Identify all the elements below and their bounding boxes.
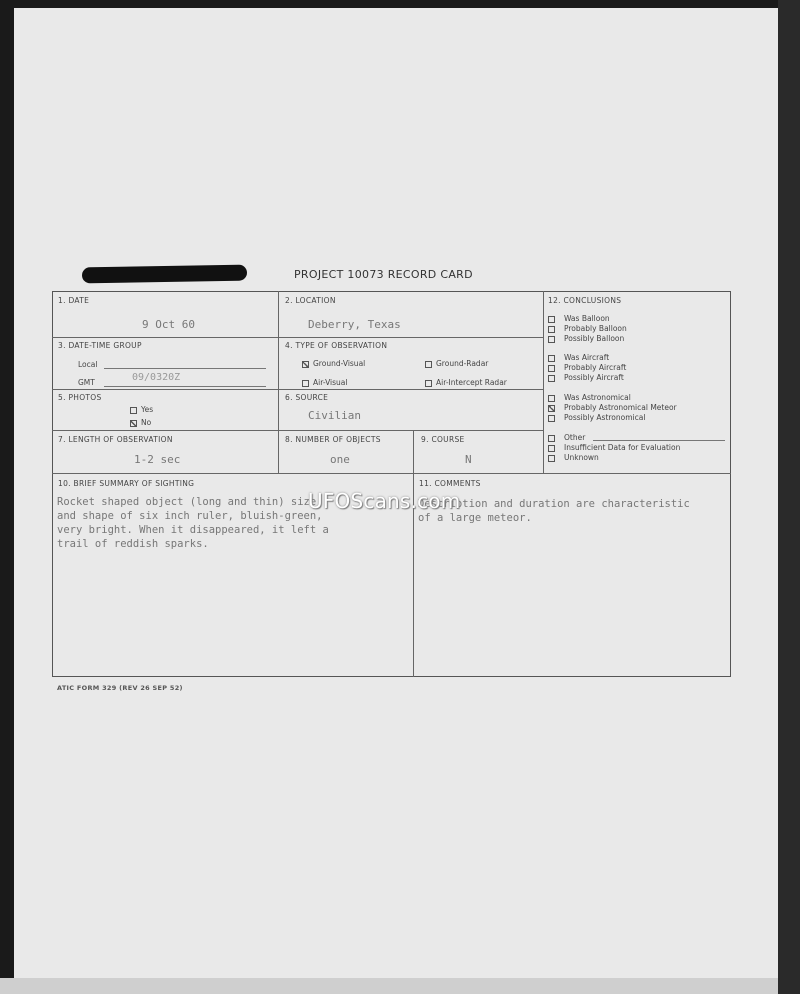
checkbox-icon xyxy=(548,316,555,323)
conclusion-probably-balloon xyxy=(548,324,627,333)
checkbox-icon xyxy=(548,365,555,372)
conclusions-label: 12. CONCLUSIONS xyxy=(548,296,622,305)
photos-no-label: No xyxy=(141,418,152,427)
conclusion-was-balloon xyxy=(548,314,610,323)
divider-vertical-mid xyxy=(278,291,279,473)
conclusion-possibly-astronomical xyxy=(548,413,645,422)
option-air-visual xyxy=(302,378,347,387)
summary-line: and shape of six inch ruler, bluish-green, xyxy=(57,510,323,522)
comments-line: Description and duration are characteristic xyxy=(418,498,690,510)
checkbox-icon xyxy=(425,380,432,387)
checkbox-icon xyxy=(548,435,555,442)
conclusion-unknown xyxy=(548,453,599,462)
length-of-observation-value: 1-2 sec xyxy=(134,453,181,466)
summary-line: trail of reddish sparks. xyxy=(57,538,209,550)
conclusion-label: Unknown xyxy=(564,453,599,462)
comments-text xyxy=(418,497,748,525)
conclusion-label: Was Aircraft xyxy=(564,353,610,362)
option-ground-radar-label: Ground-Radar xyxy=(436,359,489,368)
option-air-intercept-radar xyxy=(425,378,507,387)
conclusion-label: Was Balloon xyxy=(564,314,610,323)
divider-row-2 xyxy=(52,389,543,390)
checkbox-icon xyxy=(302,380,309,387)
photos-yes xyxy=(130,405,153,414)
checkbox-icon xyxy=(548,445,555,452)
date-time-group-label: 3. DATE-TIME GROUP xyxy=(58,341,142,350)
form-number: ATIC FORM 329 (REV 26 SEP 52) xyxy=(57,684,183,692)
option-ground-visual xyxy=(302,359,365,368)
conclusion-possibly-aircraft xyxy=(548,373,624,382)
checkbox-icon xyxy=(548,415,555,422)
divider-vertical-course xyxy=(413,430,414,473)
checkbox-checked-icon xyxy=(548,405,555,412)
source-value: Civilian xyxy=(308,409,361,422)
conclusion-label: Was Astronomical xyxy=(564,393,631,402)
gmt-value: 09/0320Z xyxy=(132,372,181,383)
course-label: 9. COURSE xyxy=(421,435,465,444)
summary-line: very bright. When it disappeared, it left a xyxy=(57,524,329,536)
scan-edge-right xyxy=(778,0,800,994)
divider-row-3 xyxy=(52,430,543,431)
length-of-observation-label: 7. LENGTH OF OBSERVATION xyxy=(58,435,173,444)
watermark: UFOScans.com xyxy=(308,489,461,513)
option-ground-radar xyxy=(425,359,488,368)
checkbox-icon xyxy=(548,355,555,362)
conclusion-label: Probably Astronomical Meteor xyxy=(564,403,677,412)
scan-edge-bottom xyxy=(0,978,800,994)
checkbox-icon xyxy=(548,326,555,333)
checkbox-checked-icon xyxy=(130,420,137,427)
gmt-line xyxy=(104,386,266,387)
divider-vertical-main xyxy=(543,291,544,473)
photos-label: 5. PHOTOS xyxy=(58,393,102,402)
comments-label: 11. COMMENTS xyxy=(419,479,481,488)
checkbox-icon xyxy=(548,336,555,343)
source-label: 6. SOURCE xyxy=(285,393,329,402)
option-air-visual-label: Air-Visual xyxy=(313,378,348,387)
summary-line: Rocket shaped object (long and thin) size xyxy=(57,496,317,508)
conclusion-label: Probably Balloon xyxy=(564,324,627,333)
photos-yes-label: Yes xyxy=(141,405,154,414)
redaction-mark xyxy=(82,265,247,284)
conclusion-possibly-balloon xyxy=(548,334,624,343)
checkbox-icon xyxy=(425,361,432,368)
conclusion-label: Probably Aircraft xyxy=(564,363,627,372)
checkbox-checked-icon xyxy=(302,361,309,368)
location-value: Deberry, Texas xyxy=(308,318,401,331)
conclusion-probably-aircraft xyxy=(548,363,626,372)
conclusion-label: Possibly Astronomical xyxy=(564,413,646,422)
conclusion-label: Possibly Aircraft xyxy=(564,373,624,382)
location-label: 2. LOCATION xyxy=(285,296,336,305)
number-of-objects-value: one xyxy=(330,453,350,466)
checkbox-icon xyxy=(548,375,555,382)
type-of-observation-label: 4. TYPE OF OBSERVATION xyxy=(285,341,388,350)
conclusion-label: Insufficient Data for Evaluation xyxy=(564,443,681,452)
date-value: 9 Oct 60 xyxy=(142,318,195,331)
conclusion-label: Other xyxy=(564,433,586,442)
conclusion-was-aircraft xyxy=(548,353,609,362)
local-label: Local xyxy=(78,360,98,369)
course-value: N xyxy=(465,453,472,466)
conclusion-probably-astronomical-meteor xyxy=(548,403,677,412)
conclusion-other xyxy=(548,433,585,442)
checkbox-icon xyxy=(548,395,555,402)
conclusion-insufficient-data xyxy=(548,443,680,452)
photos-no xyxy=(130,418,151,427)
other-line xyxy=(593,440,725,441)
comments-line: of a large meteor. xyxy=(418,512,532,524)
option-ground-visual-label: Ground-Visual xyxy=(313,359,366,368)
conclusion-was-astronomical xyxy=(548,393,631,402)
divider-row-4 xyxy=(52,473,731,474)
option-air-intercept-radar-label: Air-Intercept Radar xyxy=(436,378,507,387)
checkbox-icon xyxy=(548,455,555,462)
conclusion-label: Possibly Balloon xyxy=(564,334,625,343)
number-of-objects-label: 8. NUMBER OF OBJECTS xyxy=(285,435,381,444)
local-line xyxy=(104,368,266,369)
checkbox-icon xyxy=(130,407,137,414)
date-label: 1. DATE xyxy=(58,296,90,305)
gmt-label: GMT xyxy=(78,378,95,387)
divider-row-1 xyxy=(52,337,543,338)
brief-summary-label: 10. BRIEF SUMMARY OF SIGHTING xyxy=(58,479,195,488)
card-title: PROJECT 10073 RECORD CARD xyxy=(294,268,473,281)
